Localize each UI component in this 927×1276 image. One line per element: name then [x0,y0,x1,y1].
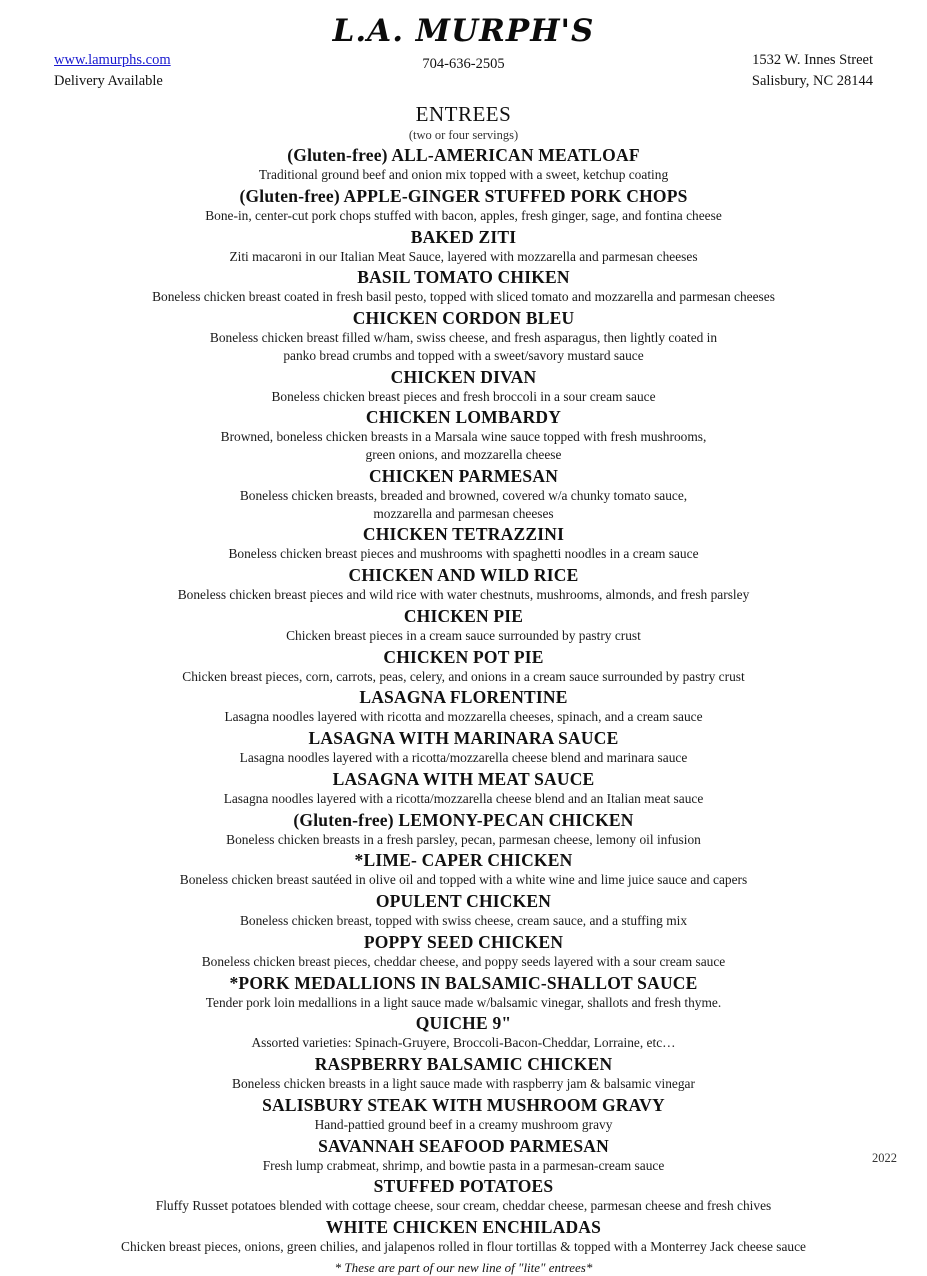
menu-item [28,932,899,971]
menu-item-name: RASPBERRY BALSAMIC CHICKEN [314,1054,613,1075]
menu-item-name: *LIME- CAPER CHICKEN [354,850,573,871]
menu-item-desc: Boneless chicken breast pieces and fresh broccoli in a sour cream sauce [271,388,656,404]
menu-item-desc: Boneless chicken breasts in a light sauce made with raspberry jam & balsamic vinegar [232,1076,695,1092]
menu-item-name: BAKED ZITI [410,226,517,247]
menu-item [28,1136,899,1175]
menu-year: 2022 [872,1151,897,1165]
menu-item-desc: Boneless chicken breasts in a fresh parsley, pecan, parmesan cheese, lemony oil infusion [226,831,701,847]
address-line-2: Salisbury, NC 28144 [751,73,873,90]
menu-item [28,367,899,406]
menu-item [28,606,899,645]
menu-item-name: CHICKEN CORDON BLEU [352,308,575,329]
menu-item [28,186,899,225]
menu-item-desc: Boneless chicken breast filled w/ham, swiss cheese, and fresh asparagus, then lightly coated in [209,330,718,346]
menu-item [28,565,899,604]
menu-item-name: (Gluten-free) ALL-AMERICAN MEATLOAF [287,145,640,166]
menu-item-name: QUICHE 9" [415,1013,512,1034]
menu-item-desc: Lasagna noodles layered with a ricotta/mozzarella cheese blend and marinara sauce [239,750,688,766]
restaurant-title: L.A. MURPH'S [332,13,595,49]
menu-item-desc: Hand-pattied ground beef in a creamy mushroom gravy [314,1116,613,1132]
menu-item-name: LASAGNA WITH MEAT SAUCE [332,768,595,789]
menu-item [28,728,899,767]
menu-item [28,891,899,930]
section-subtitle: (two or four servings) [408,128,519,143]
menu-item-name: CHICKEN AND WILD RICE [348,565,579,586]
menu-item-desc: Lasagna noodles layered with ricotta and mozzarella cheeses, spinach, and a cream sauce [224,709,703,725]
menu-item-name: *PORK MEDALLIONS IN BALSAMIC-SHALLOT SAUCE [229,972,698,993]
address-line-1: 1532 W. Innes Street [752,52,873,69]
menu-footnote: * These are part of our new line of "lite" entrees* [334,1259,593,1275]
menu-item-desc-line2: mozzarella and parmesan cheeses [373,505,554,521]
menu-item-name: (Gluten-free) APPLE-GINGER STUFFED PORK CHOPS [239,185,688,206]
menu-item-desc: Boneless chicken breast pieces and wild rice with water chestnuts, mushrooms, almonds, and fresh parsley [177,587,750,603]
menu-item-name: OPULENT CHICKEN [375,891,552,912]
menu-item-desc: Fresh lump crabmeat, shrimp, and bowtie pasta in a parmesan-cream sauce [262,1157,665,1173]
delivery-note: Delivery Available [54,73,163,90]
menu-item-name: WHITE CHICKEN ENCHILADAS [325,1217,602,1238]
menu-item-name: LASAGNA WITH MARINARA SAUCE [308,728,619,749]
menu-item-desc: Tender pork loin medallions in a light sauce made w/balsamic vinegar, shallots and fresh thyme. [205,994,722,1010]
header-right-block [752,50,873,92]
menu-item-desc: Boneless chicken breast pieces and mushrooms with spaghetti noodles in a cream sauce [228,546,699,562]
menu-item-name: CHICKEN LOMBARDY [365,407,562,428]
menu-item-name: CHICKEN DIVAN [390,366,537,387]
menu-item [28,267,899,306]
phone-number: 704-636-2505 [422,56,505,73]
menu-item-name: LASAGNA FLORENTINE [359,687,568,708]
menu-item-desc: Traditional ground beef and onion mix topped with a sweet, ketchup coating [258,167,669,183]
menu-item [28,227,899,266]
website-link-anchor[interactable]: www.lamurphs.com [54,52,171,69]
menu-item-name: CHICKEN POT PIE [383,646,544,667]
menu-item [28,973,899,1012]
menu-item-name: STUFFED POTATOES [373,1176,554,1197]
menu-item-name: CHICKEN PIE [403,605,524,626]
menu-item-name: BASIL TOMATO CHIKEN [357,267,570,288]
menu-item-desc-line2: panko bread crumbs and topped with a sweet/savory mustard sauce [283,347,644,363]
menu-item [28,769,899,808]
menu-item-desc: Browned, boneless chicken breasts in a Marsala wine sauce topped with fresh mushrooms, [220,429,707,445]
menu-item-desc: Ziti macaroni in our Italian Meat Sauce, layered with mozzarella and parmesan cheeses [229,248,698,264]
menu-item [28,810,899,849]
menu-item-name: CHICKEN TETRAZZINI [362,524,565,545]
menu-item-desc-line2: green onions, and mozzarella cheese [365,447,562,463]
menu-item [28,308,899,365]
menu-item-list [28,145,899,1256]
menu-item-desc: Lasagna noodles layered with a ricotta/mozzarella cheese blend and an Italian meat sauce [223,790,704,806]
menu-item [28,1013,899,1052]
menu-item [28,1176,899,1215]
menu-item-desc: Assorted varieties: Spinach-Gruyere, Broccoli-Bacon-Cheddar, Lorraine, etc… [251,1035,676,1051]
menu-item-name: CHICKEN PARMESAN [368,465,559,486]
menu-item [28,1217,899,1256]
menu-item [28,466,899,523]
menu-item [28,524,899,563]
menu-item-desc: Boneless chicken breast coated in fresh basil pesto, topped with sliced tomato and mozzarella and parmesan cheeses [152,289,775,305]
menu-item-name: POPPY SEED CHICKEN [363,931,564,952]
menu-item-desc: Chicken breast pieces in a cream sauce surrounded by pastry crust [286,627,641,643]
menu-item-desc: Chicken breast pieces, onions, green chilies, and jalapenos rolled in flour tortillas & topped with a Monterrey Jack cheese sauce [121,1239,806,1255]
menu-item-desc: Boneless chicken breast sautéed in olive oil and topped with a white wine and lime juice sauce and capers [179,872,748,888]
menu-item-name: SAVANNAH SEAFOOD PARMESAN [318,1135,609,1156]
menu-item-desc: Bone-in, center-cut pork chops stuffed with bacon, apples, fresh ginger, sage, and fontina cheese [205,207,722,223]
menu-item-desc: Boneless chicken breast pieces, cheddar cheese, and poppy seeds layered with a sour cream sauce [201,953,726,969]
menu-item [28,407,899,464]
menu-item-desc: Boneless chicken breasts, breaded and browned, covered w/a chunky tomato sauce, [239,487,688,503]
menu-item-desc: Boneless chicken breast, topped with swiss cheese, cream sauce, and a stuffing mix [239,913,688,929]
menu-item-desc: Chicken breast pieces, corn, carrots, peas, celery, and onions in a cream sauce surrounded by pastry crust [182,668,745,684]
menu-item-desc: Fluffy Russet potatoes blended with cottage cheese, sour cream, cheddar cheese, parmesan cheese and fresh chives [155,1198,772,1214]
menu-item [28,145,899,184]
menu-item [28,687,899,726]
section-title: ENTREES [415,102,512,127]
menu-item [28,647,899,686]
menu-item [28,850,899,889]
menu-item [28,1095,899,1134]
document-header [28,50,899,96]
menu-item-name: (Gluten-free) LEMONY-PECAN CHICKEN [293,809,634,830]
menu-item-name: SALISBURY STEAK WITH MUSHROOM GRAVY [262,1094,665,1115]
menu-item [28,1054,899,1093]
